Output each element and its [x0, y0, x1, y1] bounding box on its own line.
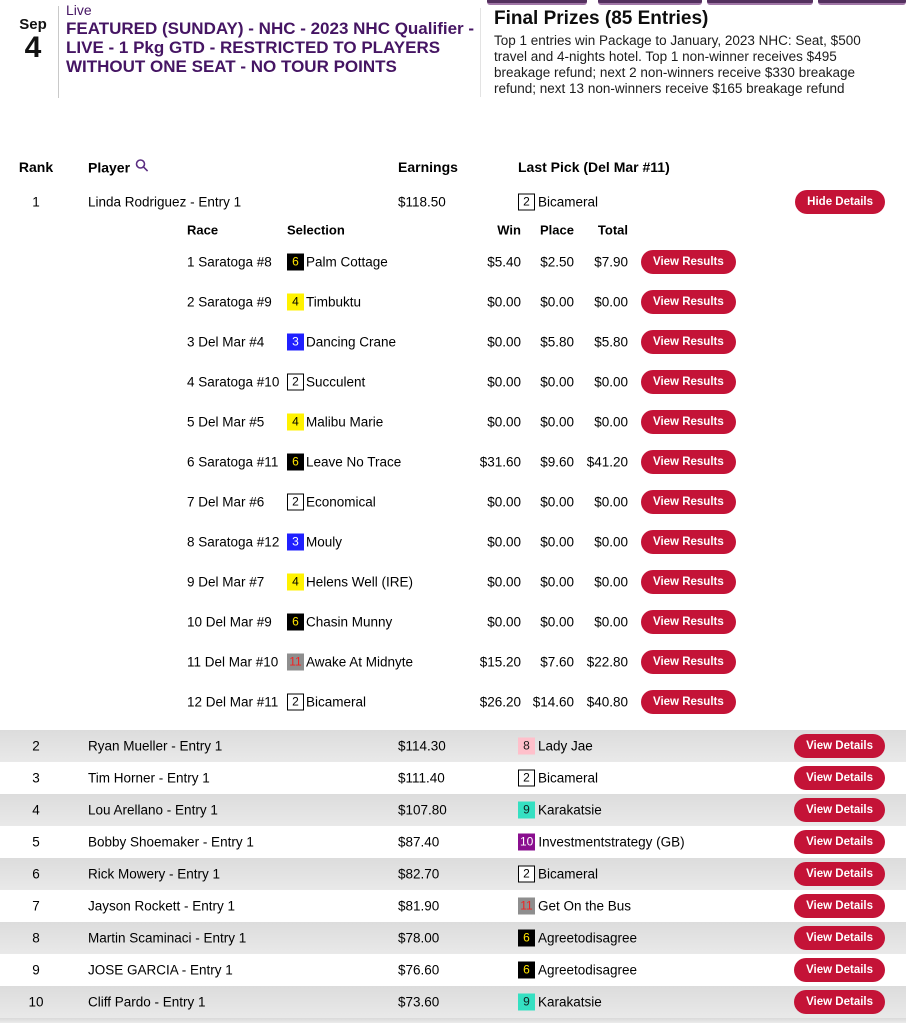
view-results-button[interactable]: View Results [641, 530, 736, 554]
win-amount: $15.20 [479, 654, 521, 670]
search-icon[interactable] [135, 159, 149, 176]
last-pick-horse: Investmentstrategy (GB) [538, 834, 685, 850]
saddle-cloth-6: 6 [287, 454, 304, 471]
earnings-value: $81.90 [398, 898, 440, 914]
rank-value: 5 [32, 834, 40, 850]
top-nav-tab-1[interactable] [487, 0, 587, 5]
race-name: 11 Del Mar #10 [187, 654, 279, 670]
last-pick-horse: Get On the Bus [538, 898, 632, 914]
selection [287, 654, 413, 671]
place-amount: $14.60 [532, 694, 574, 710]
total-amount: $7.90 [594, 254, 628, 270]
saddle-cloth-4: 4 [287, 574, 304, 591]
view-details-button[interactable]: View Details [794, 830, 885, 854]
saddle-cloth-9: 9 [518, 994, 535, 1011]
details-row [0, 282, 906, 322]
player-name: Jayson Rockett - Entry 1 [88, 898, 236, 914]
event-date [10, 16, 56, 63]
win-amount: $0.00 [487, 614, 521, 630]
horse-name: Timbuktu [306, 294, 362, 310]
last-pick [518, 994, 602, 1011]
last-pick-horse: Karakatsie [538, 994, 602, 1010]
last-pick [518, 962, 637, 979]
view-results-button[interactable]: View Results [641, 650, 736, 674]
total-amount: $41.20 [586, 454, 628, 470]
total-amount: $0.00 [594, 294, 628, 310]
leaderboard-row-5 [0, 826, 906, 858]
place-amount: $0.00 [540, 534, 574, 550]
view-details-button[interactable]: View Details [794, 958, 885, 982]
last-pick-horse: Bicameral [538, 770, 599, 786]
player-name: Bobby Shoemaker - Entry 1 [88, 834, 254, 850]
win-column-header: Win [497, 222, 521, 238]
view-results-button[interactable]: View Results [641, 690, 736, 714]
details-row [0, 562, 906, 602]
live-status-label: Live [66, 2, 92, 18]
saddle-cloth-4: 4 [287, 294, 304, 311]
race-name: 3 Del Mar #4 [187, 334, 265, 350]
view-details-button[interactable]: View Details [794, 734, 885, 758]
selection [287, 534, 342, 551]
event-date-month: Sep [19, 16, 47, 33]
rank-value: 10 [28, 994, 44, 1010]
details-row [0, 642, 906, 682]
horse-name: Dancing Crane [306, 334, 397, 350]
selection [287, 334, 396, 351]
earnings-value: $73.60 [398, 994, 440, 1010]
leaderboard-row-10 [0, 986, 906, 1018]
saddle-cloth-3: 3 [287, 534, 304, 551]
saddle-cloth-2: 2 [518, 770, 535, 787]
selection [287, 374, 365, 391]
earnings-column-header: Earnings [398, 159, 458, 175]
rank-value: 8 [32, 930, 40, 946]
saddle-cloth-2: 2 [287, 374, 304, 391]
saddle-cloth-11: 11 [287, 654, 304, 671]
last-pick [518, 898, 631, 915]
leaderboard-row-1 [0, 186, 906, 218]
place-amount: $0.00 [540, 494, 574, 510]
total-amount: $0.00 [594, 414, 628, 430]
leaderboard-rows [0, 730, 906, 1018]
total-amount: $0.00 [594, 534, 628, 550]
leaderboard-row-9 [0, 954, 906, 986]
total-amount: $0.00 [594, 374, 628, 390]
selection [287, 614, 392, 631]
race-name: 2 Saratoga #9 [187, 294, 272, 310]
earnings-value: $118.50 [398, 194, 446, 210]
player-name: Linda Rodriguez - Entry 1 [88, 194, 242, 210]
place-amount: $2.50 [540, 254, 574, 270]
selection [287, 694, 366, 711]
last-pick [518, 738, 593, 755]
player-name: Cliff Pardo - Entry 1 [88, 994, 206, 1010]
race-name: 7 Del Mar #6 [187, 494, 265, 510]
player-column-label: Player [88, 159, 131, 175]
leaderboard-row-2 [0, 730, 906, 762]
place-amount: $7.60 [540, 654, 574, 670]
earnings-value: $76.60 [398, 962, 440, 978]
win-amount: $0.00 [487, 334, 521, 350]
leaderboard-row-7 [0, 890, 906, 922]
selection [287, 574, 413, 591]
selection [287, 454, 401, 471]
view-results-button[interactable]: View Results [641, 490, 736, 514]
saddle-cloth-2: 2 [518, 194, 535, 211]
earnings-value: $114.30 [398, 738, 446, 754]
view-results-button[interactable]: View Results [641, 410, 736, 434]
last-pick-horse: Agreetodisagree [538, 930, 638, 946]
details-row [0, 402, 906, 442]
win-amount: $0.00 [487, 374, 521, 390]
race-name: 6 Saratoga #11 [187, 454, 279, 470]
last-pick-horse: Lady Jae [538, 738, 593, 754]
player-name: Martin Scaminaci - Entry 1 [88, 930, 247, 946]
earnings-value: $111.40 [398, 770, 445, 786]
leaderboard-row-4 [0, 794, 906, 826]
earnings-value: $107.80 [398, 802, 447, 818]
rank-value: 1 [32, 194, 40, 210]
rank-value: 6 [32, 866, 40, 882]
saddle-cloth-9: 9 [518, 802, 535, 819]
final-prizes-panel [480, 8, 896, 97]
selection [287, 414, 383, 431]
top-nav-tab-4[interactable] [818, 0, 906, 5]
details-row [0, 482, 906, 522]
player-name: Rick Mowery - Entry 1 [88, 866, 221, 882]
horse-name: Mouly [306, 534, 343, 550]
total-amount: $40.80 [586, 694, 628, 710]
view-results-button[interactable]: View Results [641, 250, 736, 274]
details-row [0, 322, 906, 362]
horse-name: Bicameral [306, 694, 367, 710]
view-details-button[interactable]: View Details [794, 990, 885, 1014]
selection [287, 294, 361, 311]
saddle-cloth-2: 2 [287, 694, 304, 711]
last-pick-horse: Bicameral [538, 194, 599, 210]
win-amount: $26.20 [479, 694, 521, 710]
entry-details-table [0, 218, 906, 722]
leaderboard-row-6 [0, 858, 906, 890]
saddle-cloth-2: 2 [287, 494, 304, 511]
player-column-header [88, 159, 149, 176]
last-pick [518, 802, 602, 819]
final-prizes-description: Top 1 entries win Package to January, 2023 NHC: Seat, $500 travel and 4-nights hotel. Top 1 non-winner receives $495 breakage refund; next 2 non-winners receive $330 breakage refund; next 13 non-winners receive $165 breakage refund [494, 33, 861, 96]
total-amount: $5.80 [594, 334, 628, 350]
rank-value: 9 [32, 962, 40, 978]
details-row [0, 682, 906, 722]
place-amount: $0.00 [540, 614, 574, 630]
saddle-cloth-2: 2 [518, 866, 535, 883]
earnings-value: $87.40 [398, 834, 440, 850]
race-name: 9 Del Mar #7 [187, 574, 265, 590]
view-details-button[interactable]: View Details [794, 798, 885, 822]
total-amount: $0.00 [594, 614, 628, 630]
header-divider [58, 6, 59, 98]
last-pick [518, 834, 685, 851]
view-results-button[interactable]: View Results [641, 370, 736, 394]
leaderboard-row-3 [0, 762, 906, 794]
rank-value: 2 [32, 738, 40, 754]
win-amount: $0.00 [487, 414, 521, 430]
last-pick [518, 770, 598, 787]
horse-name: Leave No Trace [306, 454, 402, 470]
last-pick [518, 930, 637, 947]
total-amount: $0.00 [594, 574, 628, 590]
selection [287, 494, 376, 511]
horse-name: Chasin Munny [306, 614, 393, 630]
earnings-value: $78.00 [398, 930, 440, 946]
event-info [66, 2, 486, 76]
event-date-day: 4 [24, 31, 42, 64]
place-column-header: Place [540, 222, 574, 238]
rank-value: 4 [32, 802, 40, 818]
saddle-cloth-10: 10 [520, 834, 534, 849]
rank-value: 7 [32, 898, 40, 914]
place-amount: $5.80 [540, 334, 574, 350]
race-column-header: Race [187, 222, 219, 238]
win-amount: $0.00 [487, 294, 521, 310]
last-pick [518, 866, 598, 883]
race-name: 1 Saratoga #8 [187, 254, 272, 270]
last-pick-column-header: Last Pick (Del Mar #11) [518, 159, 670, 175]
view-results-button[interactable]: View Results [641, 290, 736, 314]
saddle-cloth-6: 6 [518, 962, 535, 979]
race-name: 10 Del Mar #9 [187, 614, 272, 630]
player-name: JOSE GARCIA - Entry 1 [88, 962, 233, 978]
view-details-button[interactable]: View Details [794, 862, 885, 886]
last-pick-horse: Bicameral [538, 866, 599, 882]
saddle-cloth-8: 8 [518, 738, 535, 755]
leaderboard-header-row [0, 154, 906, 180]
saddle-cloth-6: 6 [287, 614, 304, 631]
horse-name: Palm Cottage [306, 254, 388, 270]
player-name: Lou Arellano - Entry 1 [88, 802, 218, 818]
earnings-value: $82.70 [398, 866, 440, 882]
rank-value: 3 [32, 770, 40, 786]
page-header [0, 0, 906, 154]
details-row [0, 242, 906, 282]
view-details-button[interactable]: View Details [794, 926, 885, 950]
saddle-cloth-11: 11 [518, 898, 535, 915]
view-results-button[interactable]: View Results [641, 610, 736, 634]
saddle-cloth-3: 3 [287, 334, 304, 351]
saddle-cloth-6: 6 [287, 254, 304, 271]
details-row [0, 602, 906, 642]
saddle-cloth-4: 4 [287, 414, 304, 431]
selection [287, 254, 388, 271]
place-amount: $0.00 [540, 374, 574, 390]
next-row-cutoff [0, 1018, 906, 1023]
selection-column-header: Selection [287, 222, 345, 238]
horse-name: Awake At Midnyte [306, 654, 414, 670]
details-row [0, 442, 906, 482]
horse-name: Economical [306, 494, 376, 510]
last-pick [518, 194, 598, 211]
total-column-header: Total [597, 222, 628, 238]
hide-details-button[interactable]: Hide Details [795, 190, 885, 214]
view-details-button[interactable]: View Details [794, 766, 885, 790]
race-name: 5 Del Mar #5 [187, 414, 265, 430]
leaderboard-row-8 [0, 922, 906, 954]
details-row [0, 362, 906, 402]
race-name: 4 Saratoga #10 [187, 374, 280, 390]
last-pick-horse: Agreetodisagree [538, 962, 638, 978]
top-nav-tab-3[interactable] [707, 0, 813, 5]
saddle-cloth-6: 6 [518, 930, 535, 947]
horse-name: Helens Well (IRE) [306, 574, 414, 590]
view-details-button[interactable]: View Details [794, 894, 885, 918]
total-amount: $22.80 [586, 654, 628, 670]
details-rows [0, 242, 906, 722]
view-results-button[interactable]: View Results [641, 450, 736, 474]
win-amount: $31.60 [479, 454, 521, 470]
win-amount: $0.00 [487, 494, 521, 510]
details-row [0, 522, 906, 562]
total-amount: $0.00 [594, 494, 628, 510]
rank-column-header: Rank [18, 159, 54, 175]
event-title: FEATURED (SUNDAY) - NHC - 2023 NHC Qualifier - LIVE - 1 Pkg GTD - RESTRICTED TO PLAYERS WITHOUT ONE SEAT - NO TOUR POINTS [66, 19, 475, 76]
place-amount: $0.00 [540, 414, 574, 430]
player-name: Tim Horner - Entry 1 [88, 770, 210, 786]
top-nav-tab-2[interactable] [598, 0, 702, 5]
race-name: 8 Saratoga #12 [187, 534, 280, 550]
player-name: Ryan Mueller - Entry 1 [88, 738, 223, 754]
place-amount: $0.00 [540, 574, 574, 590]
race-name: 12 Del Mar #11 [187, 694, 279, 710]
place-amount: $0.00 [540, 294, 574, 310]
win-amount: $0.00 [487, 534, 521, 550]
final-prizes-title: Final Prizes (85 Entries) [494, 8, 709, 29]
place-amount: $9.60 [540, 454, 574, 470]
horse-name: Succulent [306, 374, 366, 390]
last-pick-horse: Karakatsie [538, 802, 602, 818]
details-header-row [0, 218, 906, 242]
win-amount: $5.40 [487, 254, 521, 270]
win-amount: $0.00 [487, 574, 521, 590]
horse-name: Malibu Marie [306, 414, 384, 430]
view-results-button[interactable]: View Results [641, 570, 736, 594]
view-results-button[interactable]: View Results [641, 330, 736, 354]
